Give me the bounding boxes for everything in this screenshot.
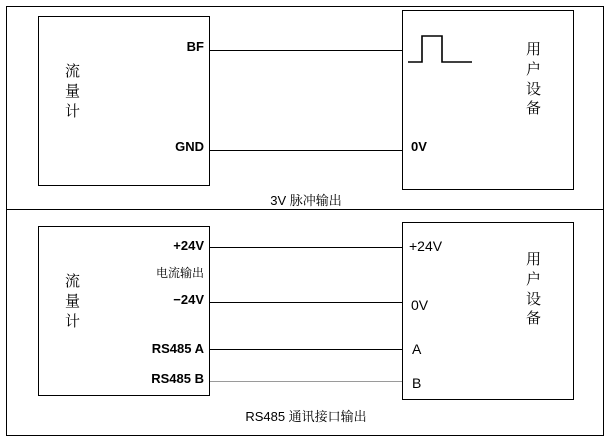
top-wire-bf xyxy=(210,50,402,51)
bottom-flowmeter-label-char3: 计 xyxy=(64,312,81,330)
top-flowmeter-label xyxy=(38,62,108,121)
top-user-device-label-char2: 户 xyxy=(525,60,542,78)
bottom-pin-current-output: 电流输出 xyxy=(155,266,204,280)
bottom-pin-rs485-b: RS485 B xyxy=(151,371,204,386)
top-pin-0v: 0V xyxy=(411,139,427,154)
section-divider xyxy=(6,209,604,210)
pulse-waveform-icon xyxy=(406,32,476,66)
top-pin-gnd: GND xyxy=(175,139,204,154)
bottom-wire-plus24v xyxy=(210,247,402,248)
top-user-device-label-char1: 用 xyxy=(525,41,542,58)
top-flowmeter-label-char1: 流 xyxy=(64,63,81,80)
bottom-section-caption: RS485 通讯接口输出 xyxy=(245,409,367,424)
bottom-wire-rs485-b xyxy=(210,381,402,382)
bottom-pin-right-a: A xyxy=(412,341,422,357)
bottom-pin-plus24v: +24V xyxy=(173,238,204,253)
bottom-flowmeter-label-char1: 流 xyxy=(64,273,81,290)
bottom-pin-right-plus24v: +24V xyxy=(409,238,443,254)
bottom-user-device-label-char4: 备 xyxy=(525,310,542,328)
bottom-pin-right-0v: 0V xyxy=(411,297,429,313)
top-pin-bf: BF xyxy=(186,39,204,54)
bottom-user-device-label-char2: 户 xyxy=(525,270,542,288)
bottom-wire-minus24v xyxy=(210,302,402,303)
bottom-flowmeter-label-char2: 量 xyxy=(64,292,81,310)
bottom-pin-right-b: B xyxy=(412,375,422,391)
bottom-user-device-label xyxy=(504,250,564,329)
top-user-device-label-char3: 设 xyxy=(525,80,542,98)
top-flowmeter-label-char2: 量 xyxy=(64,82,81,100)
top-flowmeter-label-char3: 计 xyxy=(64,102,81,120)
bottom-pin-rs485-a: RS485 A xyxy=(151,341,204,356)
bottom-user-device-label-char1: 用 xyxy=(525,251,542,268)
top-wire-gnd xyxy=(210,150,402,151)
bottom-user-device-label-char3: 设 xyxy=(525,290,542,308)
top-user-device-label-char4: 备 xyxy=(525,100,542,118)
bottom-pin-minus24v: −24V xyxy=(173,292,204,307)
top-user-device-label xyxy=(504,40,564,119)
bottom-wire-rs485-a xyxy=(210,349,402,350)
top-section-caption: 3V 脉冲输出 xyxy=(270,193,342,208)
